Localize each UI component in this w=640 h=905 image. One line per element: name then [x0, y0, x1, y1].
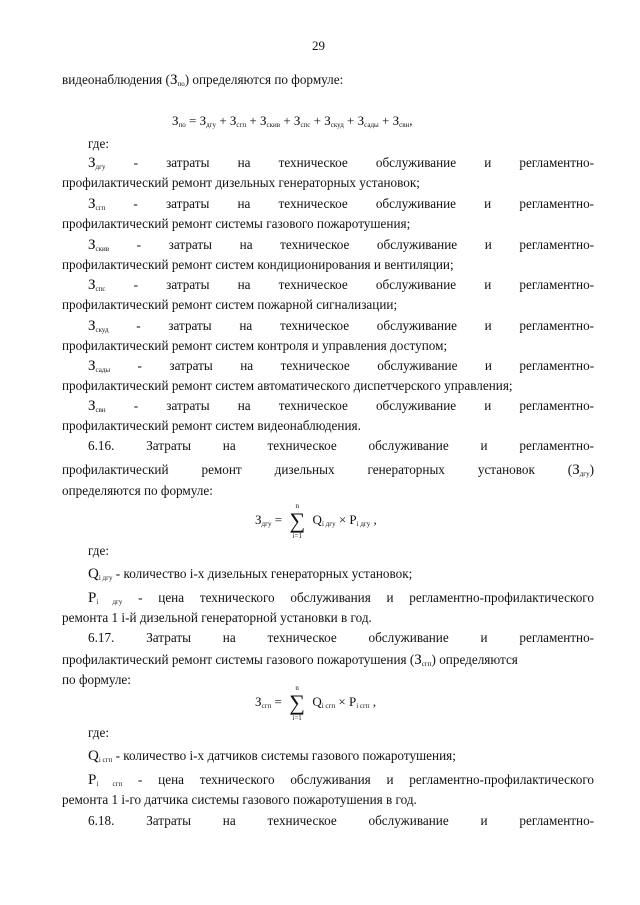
- section-6-16-line1: 6.16. Затраты на техническое обслуживание и регламентно-: [88, 438, 595, 453]
- p-sgp-definition-line2: ремонта 1 i-го датчика системы газового пожаротушения в год.: [62, 792, 417, 807]
- definition-line: $З_{сады}$ - затраты на техническое обслуживание и регламентно-: [88, 358, 595, 374]
- page-number: 29: [312, 38, 325, 53]
- definition-line: $З_{скуд}$ - затраты на техническое обслуживание и регламентно-: [88, 318, 595, 334]
- formula-dgu: $З_{дгу}$ = n ∑ i=1 $Q_{i дгу} \times P_{i дгу}$ ,: [255, 502, 377, 540]
- p-dgu-definition-line2: ремонта 1 i-й дизельной генераторной установки в год.: [62, 610, 372, 625]
- definition-line2: профилактический ремонт систем видеонаблюдения.: [62, 418, 361, 433]
- definition-line2: профилактический ремонт дизельных генераторных установок;: [62, 175, 420, 190]
- definition-line2: профилактический ремонт систем пожарной сигнализации;: [62, 297, 398, 312]
- intro-line: видеонаблюдения $(З_{по})$ определяются по формуле:: [62, 72, 344, 88]
- p-sgp-definition: $P_{i сгп}$ - цена технического обслуживания и регламентно-профилактического: [88, 772, 594, 788]
- q-sgp-definition: $Q_{i сгп}$ - количество i-х датчиков системы газового пожаротушения;: [88, 748, 456, 764]
- section-6-17-line2: профилактический ремонт системы газового пожаротушения $(З_{сгп})$ определяются: [62, 652, 518, 668]
- formula-sgp: $З_{сгп}$ = n ∑ i=1 $Q_{i сгп} \times P_{i сгп}$ ,: [255, 684, 377, 722]
- definition-line: $З_{дгу}$ - затраты на техническое обслуживание и регламентно-: [88, 155, 595, 171]
- definition-line2: профилактический ремонт системы газового пожаротушения;: [62, 216, 411, 231]
- section-6-18-line1: 6.18. Затраты на техническое обслуживание и регламентно-: [88, 813, 595, 828]
- definition-line2: профилактический ремонт систем контроля и управления доступом;: [62, 338, 448, 353]
- definition-line: $З_{свн}$ - затраты на техническое обслуживание и регламентно-: [88, 398, 595, 414]
- p-dgu-definition: $P_{i дгу}$ - цена технического обслуживания и регламентно-профилактического: [88, 590, 594, 606]
- formula-total: $З_{по} = З_{дгу} + З_{сгп} + З_{скив} + З_{спс} + З_{скуд} + З_{сады} + З_{свн}$,: [172, 113, 413, 129]
- section-6-17-line1: 6.17. Затраты на техническое обслуживание и регламентно-: [88, 630, 595, 645]
- section-6-16-line2: профилактический ремонт дизельных генераторных установок $(З_{дгу})$: [62, 462, 595, 478]
- where-label: где:: [88, 725, 109, 740]
- where-label: где:: [88, 543, 109, 558]
- section-6-16-line3: определяются по формуле:: [62, 483, 213, 498]
- section-6-17-line3: по формуле:: [62, 672, 131, 687]
- definition-line2: профилактический ремонт систем автоматического диспетчерского управления;: [62, 378, 513, 393]
- q-dgu-definition: $Q_{i дгу}$ - количество i-х дизельных генераторных установок;: [88, 566, 413, 582]
- where-label: где:: [88, 136, 109, 151]
- definition-line: $З_{сгп}$ - затраты на техническое обслуживание и регламентно-: [88, 196, 595, 212]
- definition-line: $З_{скив}$ - затраты на техническое обслуживание и регламентно-: [88, 237, 595, 253]
- definition-line2: профилактический ремонт систем кондиционирования и вентиляции;: [62, 257, 454, 272]
- definition-line: $З_{спс}$ - затраты на техническое обслуживание и регламентно-: [88, 277, 595, 293]
